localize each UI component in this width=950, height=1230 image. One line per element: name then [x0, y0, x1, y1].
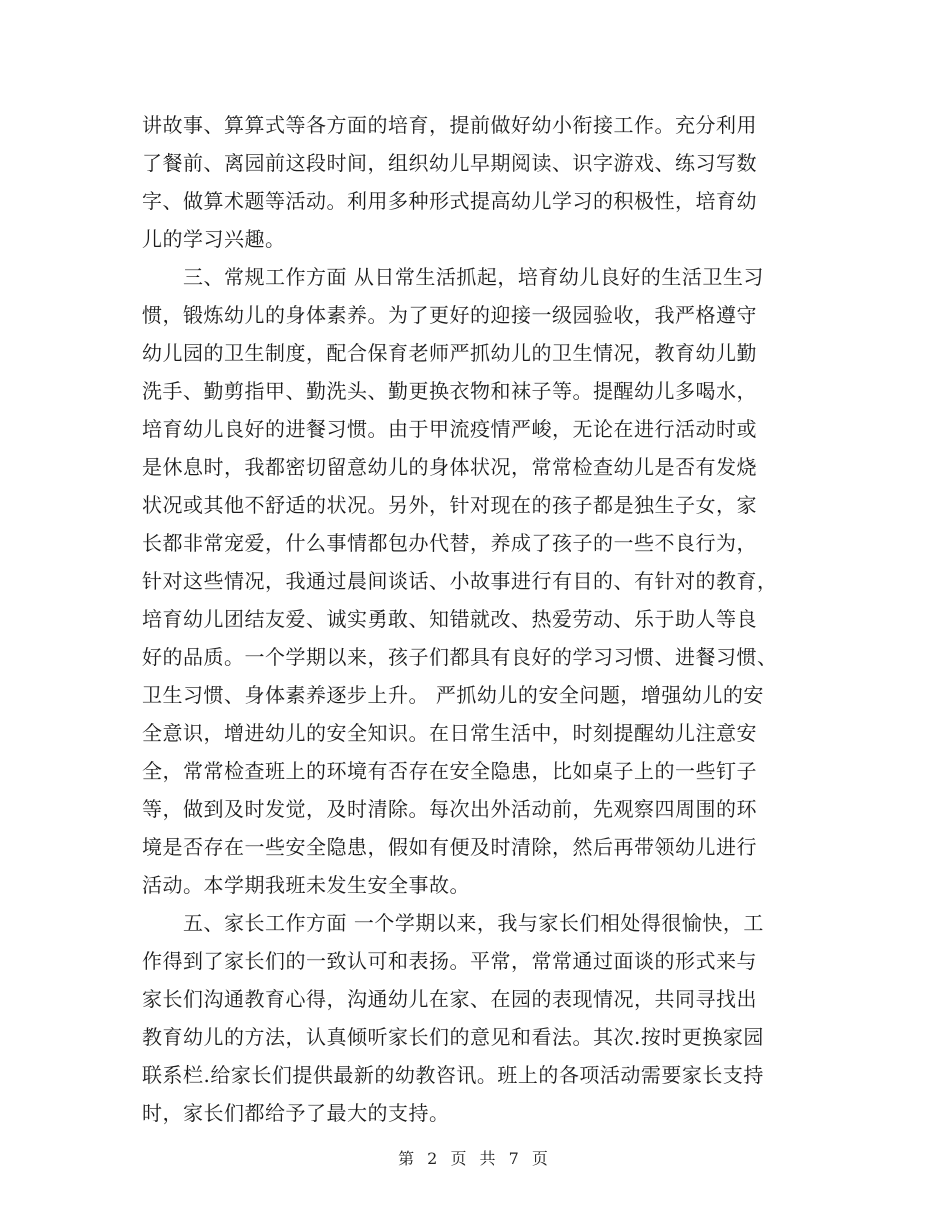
text-line: 教育幼儿的方法，认真倾听家长们的意见和看法。其次.按时更换家园 [142, 1025, 764, 1049]
text-line: 活动。本学期我班未发生安全事故。 [142, 873, 470, 897]
text-line: 是休息时，我都密切留意幼儿的身体状况，常常检查幼儿是否有发烧 [142, 455, 757, 479]
text-line: 联系栏.给家长们提供最新的幼教咨讯。班上的各项活动需要家长支持 [142, 1063, 764, 1087]
text-line: 儿的学习兴趣。 [142, 227, 286, 251]
text-line: 字、做算术题等活动。利用多种形式提高幼儿学习的积极性，培育幼 [142, 189, 757, 213]
text-line: 长都非常宠爱，什么事情都包办代替，养成了孩子的一些不良行为， [142, 531, 757, 555]
text-line: 洗手、勤剪指甲、勤洗头、勤更换衣物和袜子等。提醒幼儿多喝水， [142, 379, 757, 403]
text-line: 状况或其他不舒适的状况。另外，针对现在的孩子都是独生子女，家 [142, 493, 757, 517]
text-line: 家长们沟通教育心得，沟通幼儿在家、在园的表现情况，共同寻找出 [142, 987, 757, 1011]
text-line: 等，做到及时发觉，及时清除。每次出外活动前，先观察四周围的环 [142, 797, 757, 821]
section-heading-line: 三、常规工作方面 从日常生活抓起，培育幼儿良好的生活卫生习 [142, 265, 764, 289]
text-line: 了餐前、离园前这段时间，组织幼儿早期阅读、识字游戏、练习写数 [142, 151, 757, 175]
text-line: 作得到了家长们的一致认可和表扬。平常，常常通过面谈的形式来与 [142, 949, 757, 973]
text-line: 好的品质。一个学期以来，孩子们都具有良好的学习习惯、进餐习惯、 [142, 645, 778, 669]
text-line: 针对这些情况，我通过晨间谈话、小故事进行有目的、有针对的教育， [142, 569, 778, 593]
body-text [142, 106, 810, 1132]
text-line: 全，常常检查班上的环境有否存在安全隐患，比如桌子上的一些钉子 [142, 759, 757, 783]
text-line: 全意识，增进幼儿的安全知识。在日常生活中，时刻提醒幼儿注意安 [142, 721, 757, 745]
text-line: 惯，锻炼幼儿的身体素养。为了更好的迎接一级园验收，我严格遵守 [142, 303, 757, 327]
text-line: 幼儿园的卫生制度，配合保育老师严抓幼儿的卫生情况，教育幼儿勤 [142, 341, 757, 365]
text-line: 卫生习惯、身体素养逐步上升。 严抓幼儿的安全问题，增强幼儿的安 [142, 683, 764, 707]
text-line: 培育幼儿良好的进餐习惯。由于甲流疫情严峻，无论在进行活动时或 [142, 417, 757, 441]
text-line: 时，家长们都给予了最大的支持。 [142, 1101, 450, 1125]
text-line: 境是否存在一些安全隐患，假如有便及时清除，然后再带领幼儿进行 [142, 835, 757, 859]
section-heading-line: 五、家长工作方面 一个学期以来，我与家长们相处得很愉快，工 [142, 911, 764, 935]
text-line: 培育幼儿团结友爱、诚实勇敢、知错就改、热爱劳动、乐于助人等良 [142, 607, 757, 631]
text-line: 讲故事、算算式等各方面的培育，提前做好幼小衔接工作。充分利用 [142, 113, 757, 137]
page-number-footer: 第 2 页 共 7 页 [398, 1149, 552, 1168]
